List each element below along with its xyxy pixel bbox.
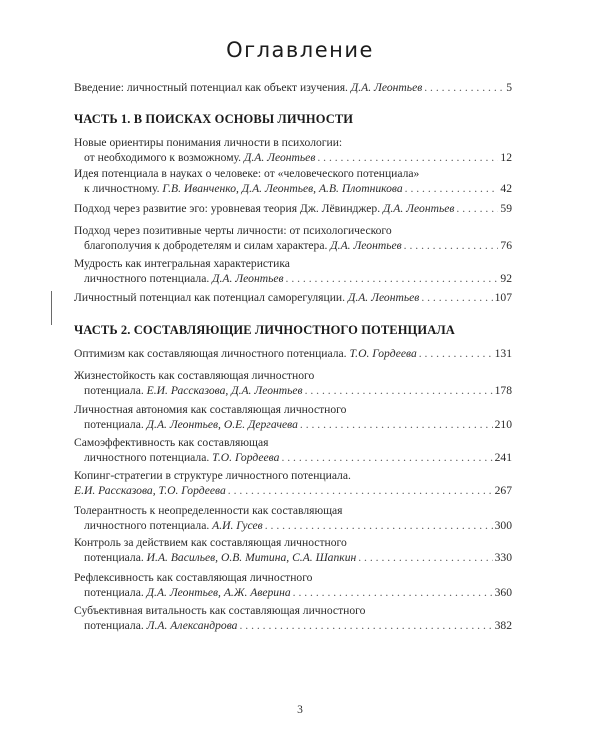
toc-entry[interactable]	[74, 290, 512, 305]
margin-mark	[51, 291, 52, 325]
entry-author: Т.О. Гордеева	[349, 347, 417, 360]
dot-leader	[286, 271, 499, 286]
entry-title: Введение: личностный потенциал как объект изучения.	[74, 81, 348, 94]
entry-page-number: 59	[500, 202, 512, 215]
toc-entry[interactable]	[74, 135, 512, 165]
toc-entry[interactable]	[74, 166, 512, 196]
entry-page-number: 382	[494, 619, 512, 632]
entry-title-line: Жизнестойкость как составляющая личностного	[74, 369, 315, 382]
dot-leader	[281, 450, 492, 465]
entry-author: Д.А. Леонтьев	[347, 291, 420, 304]
entry-author: Д.А. Леонтьев	[350, 81, 423, 94]
part-1-heading: ЧАСТЬ 1. В ПОИСКАХ ОСНОВЫ ЛИЧНОСТИ	[74, 112, 354, 126]
entry-author: Е.И. Рассказова, Т.О. Гордеева	[74, 484, 226, 497]
toc-entry[interactable]	[74, 256, 512, 286]
entry-author: Г.В. Иванченко, Д.А. Леонтьев, А.В. Плотникова	[162, 182, 403, 195]
entry-author: Д.А. Леонтьев	[243, 151, 316, 164]
entry-page-number: 42	[500, 182, 512, 195]
dot-leader	[405, 181, 499, 196]
entry-page-number: 210	[494, 418, 512, 431]
entry-title: благополучия к добродетелям и силам характера.	[84, 239, 328, 252]
toc-entry[interactable]	[74, 402, 512, 432]
dot-leader	[421, 290, 492, 305]
entry-title: потенциала.	[84, 418, 144, 431]
toc-entry-intro[interactable]	[74, 80, 512, 95]
dot-leader	[317, 150, 498, 165]
entry-title: Подход через развитие эго: уровневая теория Дж. Лёвинджер.	[74, 202, 381, 215]
entry-page-number: 5	[506, 81, 512, 94]
page-title: Оглавление	[226, 38, 374, 62]
entry-title-line: Идея потенциала в науках о человеке: от «человеческого потенциала»	[74, 167, 420, 180]
entry-title: потенциала.	[84, 384, 144, 397]
toc-entry[interactable]	[74, 368, 512, 398]
entry-title: личностного потенциала.	[84, 272, 210, 285]
dot-leader	[358, 550, 492, 565]
entry-page-number: 178	[494, 384, 512, 397]
entry-author: Д.А. Леонтьев	[330, 239, 402, 252]
dot-leader	[404, 238, 499, 253]
entry-title: к личностному.	[84, 182, 160, 195]
entry-author: Д.А. Леонтьев	[383, 202, 455, 215]
dot-leader	[228, 483, 493, 498]
entry-author: А.И. Гусев	[212, 519, 263, 532]
toc-entry[interactable]	[74, 435, 512, 465]
entry-title: Личностный потенциал как потенциал саморегуляции.	[74, 291, 346, 304]
entry-title: потенциала.	[84, 619, 144, 632]
page-number: 3	[297, 704, 303, 716]
dot-leader	[239, 618, 492, 633]
entry-title: Оптимизм как составляющая личностного потенциала.	[74, 347, 347, 360]
toc-entry[interactable]	[74, 503, 512, 533]
entry-author: Т.О. Гордеева	[212, 451, 280, 464]
dot-leader	[456, 201, 498, 216]
entry-author: Д.А. Леонтьев	[212, 272, 284, 285]
entry-title: от необходимого к возможному.	[84, 151, 242, 164]
toc-entry[interactable]	[74, 223, 512, 253]
dot-leader	[300, 417, 493, 432]
entry-page-number: 300	[494, 519, 512, 532]
entry-title-line: Субъективная витальность как составляющая личностного	[74, 604, 366, 617]
entry-title: потенциала.	[84, 551, 144, 564]
entry-title: личностного потенциала.	[84, 519, 210, 532]
dot-leader	[305, 383, 493, 398]
entry-title: личностного потенциала.	[84, 451, 210, 464]
part-2-heading: ЧАСТЬ 2. СОСТАВЛЯЮЩИЕ ЛИЧНОСТНОГО ПОТЕНЦИАЛА	[74, 323, 455, 337]
toc-entry[interactable]	[74, 570, 512, 600]
dot-leader	[265, 518, 493, 533]
entry-author: Е.И. Рассказова, Д.А. Леонтьев	[146, 384, 303, 397]
toc-entry[interactable]	[74, 346, 512, 361]
entry-title-line: Новые ориентиры понимания личности в психологии:	[74, 136, 343, 149]
entry-page-number: 360	[494, 586, 512, 599]
dot-leader	[293, 585, 493, 600]
entry-author: И.А. Васильев, О.В. Митина, С.А. Шапкин	[146, 551, 357, 564]
entry-page-number: 131	[494, 347, 512, 360]
toc-entry[interactable]	[74, 201, 512, 216]
dot-leader	[424, 80, 504, 95]
entry-page-number: 12	[500, 151, 512, 164]
entry-title-line: Толерантность к неопределенности как составляющая	[74, 504, 343, 517]
entry-title-line: Мудрость как интегральная характеристика	[74, 257, 290, 270]
toc-entry[interactable]	[74, 603, 512, 633]
entry-title-line: Самоэффективность как составляющая	[74, 436, 269, 449]
entry-page-number: 241	[494, 451, 512, 464]
entry-title: потенциала.	[84, 586, 144, 599]
entry-page-number: 76	[500, 239, 512, 252]
entry-page-number: 267	[494, 484, 512, 497]
entry-page-number: 92	[500, 272, 512, 285]
entry-page-number: 107	[494, 291, 512, 304]
entry-author: Л.А. Александрова	[146, 619, 238, 632]
entry-author: Д.А. Леонтьев, А.Ж. Аверина	[146, 586, 291, 599]
entry-title-line: Копинг-стратегии в структуре личностного потенциала.	[74, 469, 351, 482]
dot-leader	[419, 346, 493, 361]
entry-author: Д.А. Леонтьев, О.Е. Дергачева	[146, 418, 298, 431]
entry-title-line: Рефлексивность как составляющая личностного	[74, 571, 313, 584]
entry-page-number: 330	[494, 551, 512, 564]
toc-entry[interactable]	[74, 468, 512, 498]
entry-title-line: Подход через позитивные черты личности: от психологического	[74, 224, 392, 237]
toc-entry[interactable]	[74, 535, 512, 565]
entry-title-line: Контроль за действием как составляющая личностного	[74, 536, 347, 549]
entry-title-line: Личностная автономия как составляющая личностного	[74, 403, 347, 416]
